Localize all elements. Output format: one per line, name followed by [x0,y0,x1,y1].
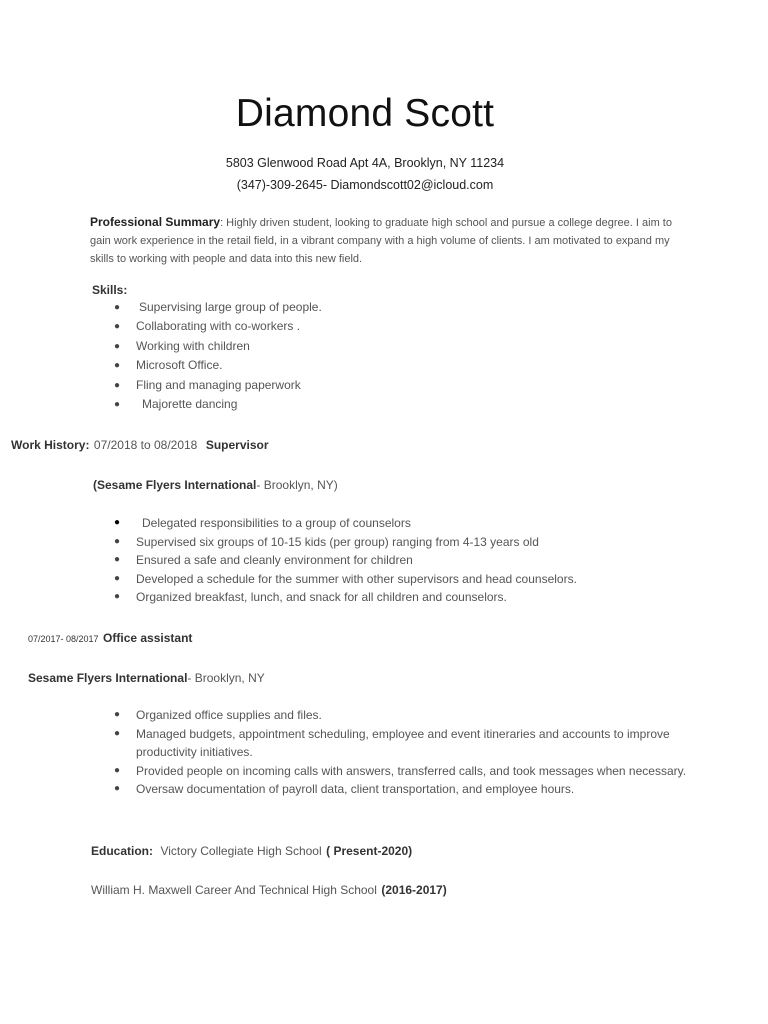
school1-name: Victory Collegiate High School [160,844,322,858]
list-item: ● Organized office supplies and files. [114,706,696,725]
bullet-icon: ● [114,321,121,333]
list-item: ● Supervised six groups of 10-15 kids (per group) ranging from 4-13 years old [114,533,577,552]
bullet-icon: ● [114,302,121,313]
job1-duties [114,514,577,607]
phone-email: (347)-309-2645- Diamondscott02@icloud.com [236,178,494,192]
bullet-icon: ● [114,379,121,391]
job2-duties [114,706,696,799]
education-line-2 [91,881,447,899]
bullet-icon: ● [114,727,121,739]
education-line [91,842,412,860]
school2-name: William H. Maxwell Career And Technical High School [91,883,377,897]
bullet-icon: ● [114,572,121,584]
bullet-icon: ● [114,340,121,352]
list-item: ● Majorette dancing [114,395,322,414]
list-item: ● Delegated responsibilities to a group of counselors [114,514,577,533]
summary-label: Professional Summary [90,215,221,229]
job2-location: - Brooklyn, NY [187,671,265,685]
summary-text: : Highly driven student, looking to graduate high school and pursue a college degree. I aim to gain work experience in the retail field, in a vibrant company with a high volume of clients. I am motivated to expand my skills to working with people and data into this new field. [90,217,672,265]
list-item: ● Provided people on incoming calls with answers, transferred calls, and took messages when necessary. [114,762,696,781]
job2-title: Office assistant [103,631,193,645]
education-heading: Education: [91,844,153,858]
list-item: ● Supervising large group of people. [114,298,322,317]
job1-title: Supervisor [205,438,269,452]
list-item: ● Managed budgets, appointment scheduling, employee and event itineraries and accounts to improve productivity initiatives. [114,726,670,759]
job2-employer [28,669,265,687]
job2-header [28,629,192,647]
bullet-icon: ● [114,709,121,720]
list-item: ● Working with children [114,337,322,356]
job1-dates: 07/2018 to 08/2018 [93,438,198,452]
professional-summary [90,213,680,268]
list-item: ● Fling and managing paperwork [114,376,322,395]
school1-years: ( Present-2020) [326,844,413,858]
skills-list [114,298,322,414]
job1-employer [93,476,338,494]
work-history-line [11,436,269,454]
bullet-icon: ● [114,398,121,410]
list-item: ● Collaborating with co-workers . [114,317,322,336]
job2-company: Sesame Flyers International [28,671,188,685]
resume-name: Diamond Scott [235,92,495,135]
list-item: ● Oversaw documentation of payroll data, client transportation, and employee hours. [114,780,696,799]
address: 5803 Glenwood Road Apt 4A, Brooklyn, NY 11234 [225,156,505,170]
list-item: ● Ensured a safe and cleanly environment for children [114,551,577,570]
bullet-icon: ● [114,764,121,776]
bullet-icon: ● [114,783,121,794]
school2-years: (2016-2017) [381,883,447,897]
job1-company: (Sesame Flyers International [93,478,257,492]
skills-heading: Skills: [92,283,128,297]
list-item: ● Developed a schedule for the summer with other supervisors and head counselors. [114,570,577,589]
bullet-icon: ● [114,360,121,372]
list-item: ● Microsoft Office. [114,356,322,375]
bullet-icon: ● [114,517,121,528]
work-history-heading: Work History: [11,438,90,452]
list-item: ● Organized breakfast, lunch, and snack for all children and counselors. [114,588,577,607]
job2-dates: 07/2017- 08/2017 [28,634,99,644]
job1-location: - Brooklyn, NY) [256,478,338,492]
bullet-icon: ● [114,591,121,602]
bullet-icon: ● [114,535,121,547]
bullet-icon: ● [114,554,121,565]
